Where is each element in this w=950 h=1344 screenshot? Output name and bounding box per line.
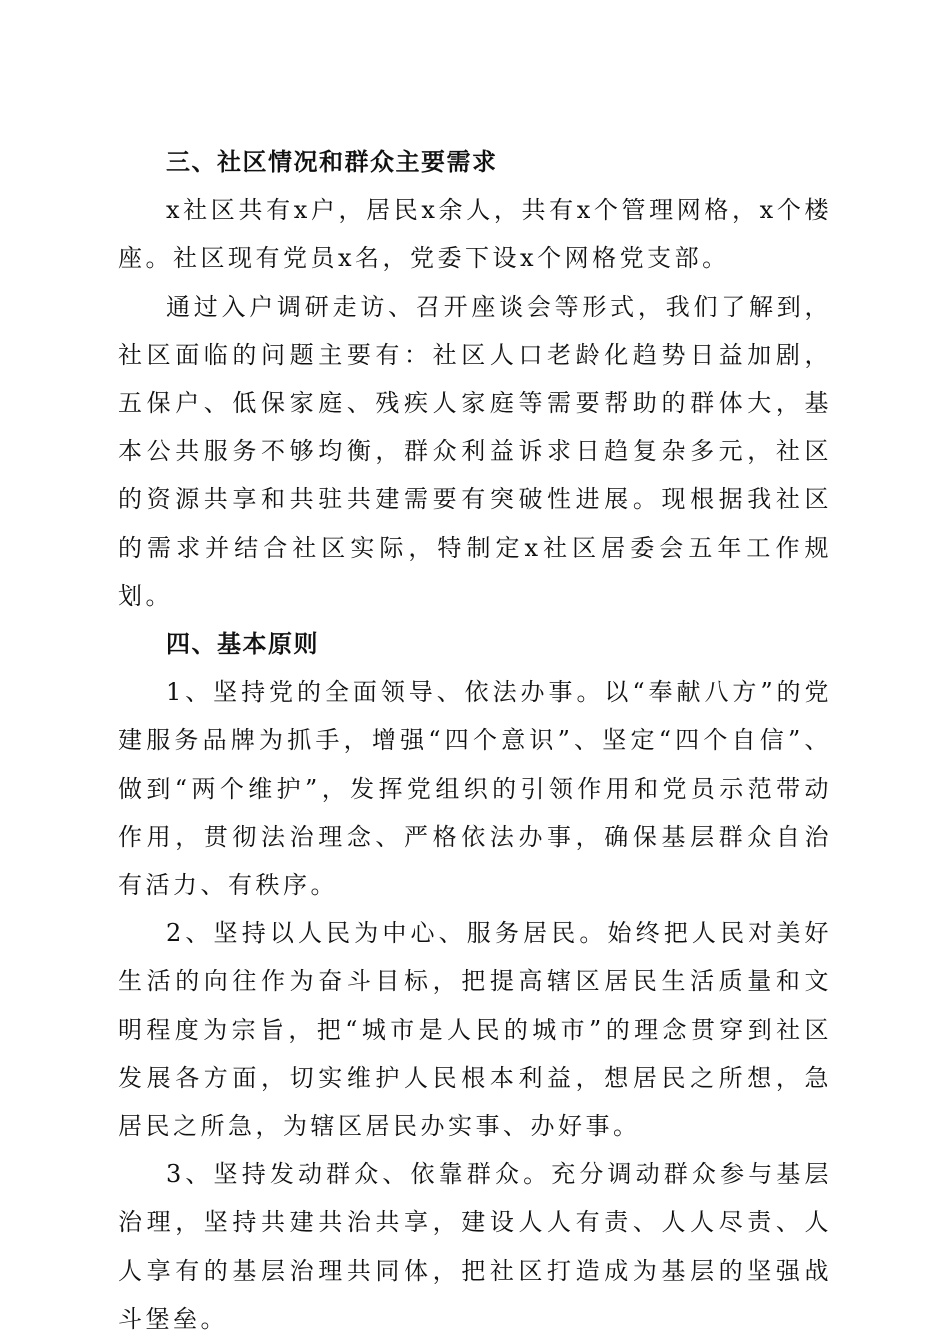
- section-heading-community-situation: 三、社区情况和群众主要需求: [166, 148, 498, 176]
- paragraph-community-problems: 通过入户调研走访、召开座谈会等形式，我们了解到，社区面临的问题主要有：社区人口老龄化趋势日益加剧，五保户、低保家庭、残疾人家庭等需要帮助的群体大，基本公共服务不够均衡，群众利益诉求日趋复杂多元，社区的资源共享和共驻共建需要有突破性进展。现根据我社区的需求并结合社区实际，特制定x社区居委会五年工作规划。: [118, 292, 832, 610]
- paragraph-principle-1: 1、坚持党的全面领导、依法办事。以“奉献八方”的党建服务品牌为抓手，增强“四个意识”、坚定“四个自信”、做到“两个维护”，发挥党组织的引领作用和党员示范带动作用，贯彻法治理念、严格依法办事，确保基层群众自治有活力、有秩序。: [118, 678, 832, 900]
- paragraph-community-overview: x社区共有x户，居民x余人，共有x个管理网格，x个楼座。社区现有党员x名，党委下设x个网格党支部。: [118, 196, 832, 273]
- section-heading-basic-principles: 四、基本原则: [166, 630, 319, 659]
- paragraph-principle-2: 2、坚持以人民为中心、服务居民。始终把人民对美好生活的向往作为奋斗目标，把提高辖区居民生活质量和文明程度为宗旨，把“城市是人民的城市”的理念贯穿到社区发展各方面，切实维护人民根本利益，想居民之所想，急居民之所急，为辖区居民办实事、办好事。: [118, 919, 832, 1141]
- paragraph-principle-3: 3、坚持发动群众、依靠群众。充分调动群众参与基层治理，坚持共建共治共享，建设人人有责、人人尽责、人人享有的基层治理共同体，把社区打造成为基层的坚强战斗堡垒。: [118, 1160, 832, 1333]
- document-body: [118, 138, 832, 1343]
